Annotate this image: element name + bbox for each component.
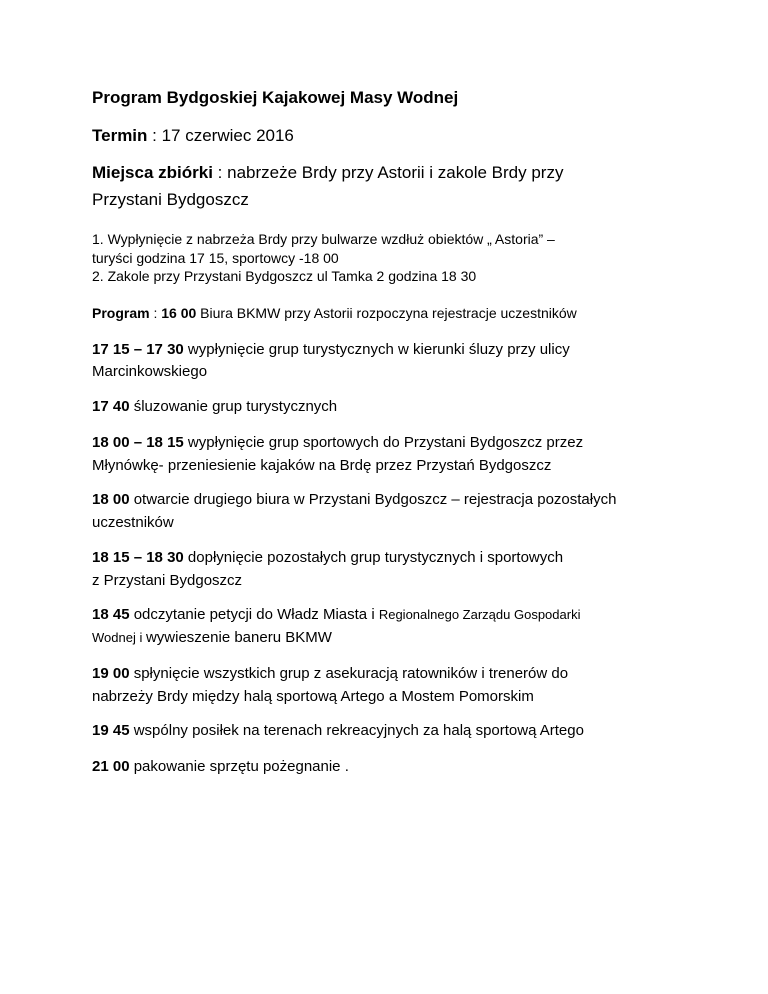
miejsca-line-1	[92, 163, 563, 183]
program-text: Biura BKMW przy Astorii rozpoczyna rejestracje uczestników	[196, 305, 577, 321]
termin-label: Termin	[92, 126, 148, 145]
schedule-time: 19 00	[92, 665, 130, 682]
schedule-item-3-cont: Młynówkę- przeniesienie kajaków na Brdę przez Przystań Bydgoszcz	[92, 457, 552, 474]
schedule-time: 18 00 – 18 15	[92, 434, 184, 451]
miejsca-line-2: Przystani Bydgoszcz	[92, 190, 249, 209]
schedule-item-6	[92, 606, 580, 623]
schedule-text-small: Regionalnego Zarządu Gospodarki	[378, 607, 581, 622]
document-title: Program Bydgoskiej Kajakowej Masy Wodnej	[92, 88, 459, 107]
schedule-item-4	[92, 491, 616, 508]
schedule-time: 18 15 – 18 30	[92, 549, 184, 566]
schedule-text: wypłynięcie grup turystycznych w kierunki śluzy przy ulicy	[183, 341, 570, 358]
point-1-line-1: 1. Wypłynięcie z nabrzeża Brdy przy bulwarze wzdłuż obiektów „ Astoria” –	[92, 231, 555, 247]
schedule-item-8	[92, 722, 584, 739]
termin-sep: :	[147, 126, 162, 145]
schedule-time: 18 00	[92, 491, 130, 508]
miejsca-sep: :	[212, 163, 228, 182]
schedule-item-5-cont: z Przystani Bydgoszcz	[92, 572, 243, 589]
schedule-text: otwarcie drugiego biura w Przystani Bydgoszcz – rejestracja pozostałych	[129, 491, 617, 508]
schedule-time: 18 45	[92, 606, 130, 623]
schedule-text: śluzowanie grup turystycznych	[129, 398, 338, 415]
schedule-time: 17 40	[92, 398, 130, 415]
schedule-time: 19 45	[92, 722, 130, 739]
termin-line	[92, 126, 294, 146]
schedule-item-1	[92, 341, 570, 358]
schedule-text: dopłynięcie pozostałych grup turystycznych i sportowych	[183, 549, 564, 566]
schedule-item-2	[92, 398, 337, 415]
schedule-time: 21 00	[92, 758, 130, 775]
termin-value: 17 czerwiec 2016	[161, 126, 294, 145]
schedule-text: pakowanie sprzętu pożegnanie .	[129, 758, 349, 775]
schedule-text-small: Wodnej i	[92, 630, 146, 645]
point-1-line-2: turyści godzina 17 15, sportowcy -18 00	[92, 250, 339, 266]
schedule-item-7-cont: nabrzeży Brdy między halą sportową Artego a Mostem Pomorskim	[92, 688, 534, 705]
schedule-text: wspólny posiłek na terenach rekreacyjnych za halą sportową Artego	[129, 722, 584, 739]
schedule-item-7	[92, 665, 568, 682]
program-line	[92, 305, 577, 321]
schedule-text: spłynięcie wszystkich grup z asekuracją ratowników i trenerów do	[129, 665, 569, 682]
schedule-item-3	[92, 434, 583, 451]
schedule-time: 17 15 – 17 30	[92, 341, 184, 358]
miejsca-label: Miejsca zbiórki	[92, 163, 213, 182]
schedule-item-5	[92, 549, 563, 566]
schedule-item-9	[92, 758, 349, 775]
schedule-text: wywieszenie baneru BKMW	[145, 629, 332, 646]
program-label: Program	[92, 305, 150, 321]
miejsca-value-1: nabrzeże Brdy przy Astorii i zakole Brdy przy	[227, 163, 564, 182]
schedule-item-4-cont: uczestników	[92, 514, 174, 531]
schedule-text: wypłynięcie grup sportowych do Przystani Bydgoszcz przez	[183, 434, 584, 451]
program-sep: :	[149, 305, 162, 321]
schedule-item-6-cont	[92, 629, 332, 646]
schedule-text: odczytanie petycji do Władz Miasta i	[129, 606, 379, 623]
schedule-item-1-cont: Marcinkowskiego	[92, 363, 208, 380]
program-time: 16 00	[161, 305, 197, 321]
point-2: 2. Zakole przy Przystani Bydgoszcz ul Tamka 2 godzina 18 30	[92, 268, 477, 284]
